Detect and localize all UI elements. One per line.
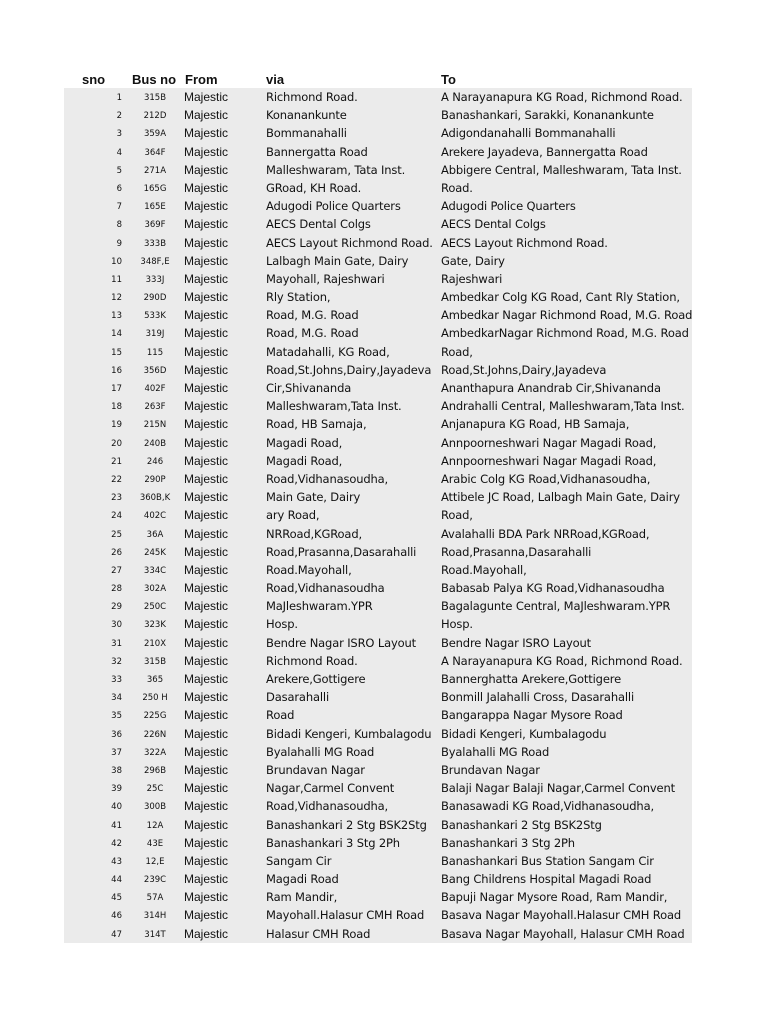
cell-via: Nagar,Carmel Convent [266, 781, 395, 796]
header-to: To [441, 72, 456, 87]
cell-from: Majestic [184, 399, 229, 414]
cell-to: A Narayanapura KG Road, Richmond Road. [441, 653, 683, 668]
cell-sno: 45 [111, 893, 122, 904]
cell-via: Lalbagh Main Gate, Dairy [266, 253, 409, 268]
cell-bus-no: 333J [145, 274, 165, 285]
cell-bus-no: 250C [143, 602, 167, 613]
cell-from: Majestic [184, 290, 229, 305]
cell-sno: 27 [111, 565, 122, 576]
cell-via: Halasur CMH Road [266, 926, 371, 941]
cell-to: Annpoorneshwari Nagar Magadi Road, [441, 435, 657, 450]
cell-bus-no: 290D [143, 293, 167, 304]
cell-to: Bidadi Kengeri, Kumbalagodu [441, 726, 607, 741]
table-row [64, 670, 692, 688]
table-row [64, 579, 692, 597]
cell-sno: 23 [111, 493, 122, 504]
cell-via: Dasarahalli [266, 690, 329, 705]
cell-bus-no: 215N [143, 420, 167, 431]
cell-bus-no: 165G [143, 183, 167, 194]
cell-from: Majestic [184, 853, 229, 868]
cell-bus-no: 57A [146, 893, 164, 904]
cell-from: Majestic [184, 508, 229, 523]
cell-via: Malleshwaram,Tata Inst. [266, 399, 402, 414]
cell-to: Banashankari Bus Station Sangam Cir [441, 853, 654, 868]
cell-from: Majestic [184, 690, 229, 705]
cell-to: Bapuji Nagar Mysore Road, Ram Mandir, [441, 890, 668, 905]
cell-from: Majestic [184, 635, 229, 650]
cell-from: Majestic [184, 217, 229, 232]
cell-via: Rly Station, [266, 290, 331, 305]
cell-via: Konanankunte [266, 108, 347, 123]
table-row [64, 688, 692, 706]
cell-to: Abbigere Central, Malleshwaram, Tata Inst. [441, 162, 682, 177]
cell-via: Bannergatta Road [266, 144, 368, 159]
cell-from: Majestic [184, 599, 229, 614]
cell-via: Road [266, 708, 295, 723]
cell-from: Majestic [184, 381, 229, 395]
table-row [64, 615, 692, 633]
cell-from: Majestic [184, 90, 229, 104]
cell-sno: 26 [111, 547, 122, 558]
cell-to: Bendre Nagar ISRO Layout [441, 635, 592, 650]
cell-bus-no: 314H [143, 911, 167, 922]
cell-sno: 15 [111, 347, 122, 358]
cell-via: Road,Prasanna,Dasarahalli [266, 544, 417, 559]
cell-to: Byalahalli MG Road [441, 744, 550, 759]
cell-bus-no: 240B [143, 438, 167, 449]
cell-sno: 40 [111, 802, 122, 813]
cell-sno: 39 [111, 784, 122, 795]
cell-via: Road,Vidhanasoudha [266, 581, 385, 596]
cell-from: Majestic [184, 162, 229, 177]
cell-via: Richmond Road. [266, 653, 358, 668]
cell-sno: 8 [116, 220, 122, 231]
table-row [64, 543, 692, 561]
cell-from: Majestic [184, 708, 229, 723]
table-row [64, 143, 692, 161]
cell-bus-no: 359A [143, 129, 167, 140]
cell-sno: 19 [111, 420, 122, 431]
cell-via: Main Gate, Dairy [266, 490, 361, 505]
cell-via: Magadi Road, [266, 453, 343, 468]
cell-bus-no: 533K [144, 311, 166, 322]
cell-via: Road,Vidhanasoudha, [266, 471, 389, 486]
cell-sno: 12 [111, 293, 122, 304]
cell-via: AECS Dental Colgs [266, 217, 371, 232]
cell-to: Bang Childrens Hospital Magadi Road [441, 872, 652, 887]
cell-from: Majestic [184, 799, 229, 814]
cell-from: Majestic [184, 271, 229, 286]
cell-from: Majestic [184, 817, 229, 832]
cell-bus-no: 333B [143, 238, 167, 249]
cell-to: Bagalagunte Central, MaJleshwaram.YPR [441, 599, 671, 614]
cell-bus-no: 364F [144, 147, 166, 158]
cell-bus-no: 210X [143, 638, 167, 649]
header-from: From [185, 72, 218, 87]
cell-bus-no: 239C [143, 875, 167, 886]
cell-sno: 25 [111, 529, 122, 540]
cell-bus-no: 212D [143, 111, 167, 122]
cell-sno: 16 [111, 365, 122, 376]
cell-from: Majestic [184, 672, 229, 686]
cell-sno: 38 [111, 765, 122, 776]
table-row [64, 452, 692, 470]
header-sno: sno [82, 72, 106, 87]
table-row [64, 597, 692, 615]
cell-bus-no: 12A [146, 820, 164, 831]
table-row [64, 324, 692, 342]
cell-bus-no: 225G [143, 711, 167, 722]
table-row [64, 470, 692, 488]
cell-via: Road.Mayohall, [266, 562, 352, 577]
table-row [64, 415, 692, 433]
cell-to: Banasawadi KG Road,Vidhanasoudha, [441, 799, 654, 814]
table-row [64, 270, 692, 288]
table-body [64, 88, 692, 943]
cell-bus-no: 360B,K [139, 493, 171, 504]
cell-to: Gate, Dairy [441, 253, 505, 268]
cell-sno: 9 [116, 238, 122, 249]
cell-to: A Narayanapura KG Road, Richmond Road. [441, 90, 683, 104]
cell-bus-no: 25C [146, 784, 164, 795]
cell-to: Rajeshwari [441, 271, 503, 286]
cell-to: AECS Dental Colgs [441, 217, 546, 232]
table-row [64, 725, 692, 743]
table-row [64, 779, 692, 797]
table-row [64, 252, 692, 270]
cell-via: Banashankari 3 Stg 2Ph [266, 835, 400, 850]
cell-via: Mayohall.Halasur CMH Road [266, 908, 425, 923]
cell-from: Majestic [184, 581, 229, 596]
cell-to: Balaji Nagar Balaji Nagar,Carmel Convent [441, 781, 675, 796]
header-via: via [266, 72, 285, 87]
cell-bus-no: 43E [146, 838, 164, 849]
cell-to: Bangarappa Nagar Mysore Road [441, 708, 623, 723]
cell-sno: 18 [111, 402, 122, 413]
table-row [64, 434, 692, 452]
cell-bus-no: 271A [143, 165, 167, 176]
cell-from: Majestic [184, 617, 229, 632]
cell-from: Majestic [184, 890, 229, 905]
table-row [64, 234, 692, 252]
cell-bus-no: 319J [145, 329, 165, 340]
cell-bus-no: 334C [143, 565, 167, 576]
cell-to: Arekere Jayadeva, Bannergatta Road [441, 144, 648, 159]
cell-to: Adigondanahalli Bommanahalli [441, 126, 616, 141]
cell-from: Majestic [184, 308, 229, 323]
cell-sno: 35 [111, 711, 122, 722]
cell-bus-no: 115 [146, 347, 164, 358]
cell-to: AECS Layout Richmond Road. [441, 235, 608, 250]
table-row [64, 525, 692, 543]
table-row [64, 306, 692, 324]
cell-sno: 28 [111, 584, 122, 595]
cell-from: Majestic [184, 744, 229, 759]
cell-sno: 32 [111, 656, 122, 667]
table-row [64, 652, 692, 670]
cell-sno: 34 [111, 693, 122, 704]
cell-bus-no: 356D [143, 365, 167, 376]
cell-via: Arekere,Gottigere [266, 672, 366, 686]
cell-via: Malleshwaram, Tata Inst. [266, 162, 406, 177]
table-row [64, 743, 692, 761]
cell-to: Banashankari 3 Stg 2Ph [441, 835, 575, 850]
cell-from: Majestic [184, 453, 229, 468]
cell-bus-no: 226N [143, 729, 167, 740]
table-row [64, 506, 692, 524]
cell-from: Majestic [184, 653, 229, 668]
cell-bus-no: 263F [144, 402, 166, 413]
table-row [64, 215, 692, 233]
cell-sno: 13 [111, 311, 122, 322]
table-row [64, 106, 692, 124]
cell-to: Banashankari 2 Stg BSK2Stg [441, 817, 602, 832]
cell-via: NRRoad,KGRoad, [266, 526, 362, 541]
cell-to: Andrahalli Central, Malleshwaram,Tata Inst. [441, 399, 685, 414]
cell-to: Anjanapura KG Road, HB Samaja, [441, 417, 630, 432]
cell-via: Bommanahalli [266, 126, 347, 141]
table-row [64, 816, 692, 834]
cell-from: Majestic [184, 872, 229, 887]
cell-sno: 37 [111, 747, 122, 758]
cell-via: Road, M.G. Road [266, 308, 359, 323]
table-row [64, 124, 692, 142]
table-row [64, 397, 692, 415]
header-bus-no: Bus no [132, 72, 177, 87]
cell-to: Road, [441, 344, 473, 359]
cell-from: Majestic [184, 326, 229, 341]
cell-from: Majestic [184, 762, 229, 777]
cell-via: AECS Layout Richmond Road. [266, 235, 433, 250]
table-header [64, 70, 692, 88]
cell-bus-no: 402C [143, 511, 167, 522]
cell-sno: 21 [111, 456, 122, 467]
cell-via: Banashankari 2 Stg BSK2Stg [266, 817, 427, 832]
cell-via: Matadahalli, KG Road, [266, 344, 390, 359]
cell-via: Hosp. [266, 617, 298, 632]
cell-from: Majestic [184, 781, 229, 796]
cell-via: Magadi Road, [266, 435, 343, 450]
table-row [64, 834, 692, 852]
table-row [64, 361, 692, 379]
table-row [64, 761, 692, 779]
cell-bus-no: 315B [143, 93, 167, 103]
cell-to: Bonmill Jalahalli Cross, Dasarahalli [441, 690, 634, 705]
cell-sno: 24 [111, 511, 122, 522]
cell-bus-no: 245K [144, 547, 166, 558]
cell-bus-no: 369F [144, 220, 166, 231]
cell-to: Basava Nagar Mayohall.Halasur CMH Road [441, 908, 682, 923]
cell-from: Majestic [184, 526, 229, 541]
bus-route-table [64, 70, 692, 943]
table-row [64, 161, 692, 179]
table-row [64, 88, 692, 106]
cell-via: Richmond Road. [266, 90, 358, 104]
cell-via: Brundavan Nagar [266, 762, 365, 777]
cell-to: Road,St.Johns,Dairy,Jayadeva [441, 362, 607, 377]
table-row [64, 852, 692, 870]
cell-sno: 7 [116, 202, 122, 213]
cell-from: Majestic [184, 926, 229, 941]
cell-bus-no: 402F [144, 384, 166, 394]
cell-to: Basava Nagar Mayohall, Halasur CMH Road [441, 926, 685, 941]
cell-from: Majestic [184, 490, 229, 505]
table-row [64, 343, 692, 361]
cell-via: Cir,Shivananda [266, 381, 352, 395]
cell-from: Majestic [184, 471, 229, 486]
cell-bus-no: 348F,E [140, 256, 170, 267]
cell-via: Sangam Cir [266, 853, 332, 868]
cell-bus-no: 165E [144, 202, 166, 213]
cell-sno: 42 [111, 838, 122, 849]
cell-via: Road, M.G. Road [266, 326, 359, 341]
table-row [64, 797, 692, 815]
cell-sno: 14 [111, 329, 122, 340]
cell-via: Byalahalli MG Road [266, 744, 375, 759]
cell-bus-no: 290P [144, 474, 166, 485]
cell-to: Adugodi Police Quarters [441, 199, 576, 214]
cell-from: Majestic [184, 126, 229, 141]
cell-sno: 33 [111, 675, 122, 685]
table-row [64, 925, 692, 943]
table-row [64, 870, 692, 888]
cell-sno: 5 [116, 165, 122, 176]
cell-bus-no: 246 [146, 456, 164, 467]
cell-from: Majestic [184, 908, 229, 923]
cell-sno: 36 [111, 729, 122, 740]
cell-via: Adugodi Police Quarters [266, 199, 401, 214]
cell-via: ary Road, [266, 508, 320, 523]
cell-from: Majestic [184, 417, 229, 432]
cell-from: Majestic [184, 562, 229, 577]
cell-to: Road, [441, 508, 473, 523]
cell-from: Majestic [184, 180, 229, 195]
cell-to: Bannerghatta Arekere,Gottigere [441, 672, 622, 686]
cell-sno: 44 [111, 875, 122, 886]
cell-to: Ananthapura Anandrab Cir,Shivananda [441, 381, 661, 395]
cell-bus-no: 322A [143, 747, 167, 758]
cell-sno: 10 [111, 256, 122, 267]
cell-to: Babasab Palya KG Road,Vidhanasoudha [441, 581, 665, 596]
cell-via: Bidadi Kengeri, Kumbalagodu [266, 726, 432, 741]
cell-sno: 30 [111, 620, 122, 631]
table-row [64, 561, 692, 579]
cell-to: Road,Prasanna,Dasarahalli [441, 544, 592, 559]
table-row [64, 488, 692, 506]
cell-sno: 22 [111, 474, 122, 485]
cell-via: Road,St.Johns,Dairy,Jayadeva [266, 362, 432, 377]
cell-to: Hosp. [441, 617, 473, 632]
cell-from: Majestic [184, 144, 229, 159]
cell-from: Majestic [184, 235, 229, 250]
cell-sno: 4 [116, 147, 122, 158]
cell-bus-no: 12,E [145, 856, 165, 867]
cell-to: Attibele JC Road, Lalbagh Main Gate, Dairy [441, 490, 680, 505]
cell-sno: 47 [111, 929, 122, 940]
cell-sno: 29 [111, 602, 122, 613]
cell-to: Arabic Colg KG Road,Vidhanasoudha, [441, 471, 651, 486]
cell-via: MaJleshwaram.YPR [266, 599, 373, 614]
cell-sno: 1 [116, 93, 122, 103]
table-row [64, 888, 692, 906]
cell-to: Banashankari, Sarakki, Konanankunte [441, 108, 654, 123]
table-row [64, 706, 692, 724]
cell-from: Majestic [184, 362, 229, 377]
cell-via: Mayohall, Rajeshwari [266, 271, 385, 286]
cell-sno: 31 [111, 638, 122, 649]
cell-bus-no: 300B [143, 802, 167, 813]
cell-bus-no: 323K [144, 620, 166, 631]
cell-to: Annpoorneshwari Nagar Magadi Road, [441, 453, 657, 468]
cell-via: Road,Vidhanasoudha, [266, 799, 389, 814]
cell-bus-no: 296B [143, 765, 167, 776]
cell-via: Bendre Nagar ISRO Layout [266, 635, 417, 650]
cell-sno: 43 [111, 856, 122, 867]
cell-bus-no: 36A [146, 529, 164, 540]
cell-via: Magadi Road [266, 872, 339, 887]
table-row [64, 906, 692, 924]
cell-to: Road.Mayohall, [441, 562, 527, 577]
table-row [64, 179, 692, 197]
cell-from: Majestic [184, 344, 229, 359]
cell-bus-no: 315B [143, 656, 167, 667]
cell-bus-no: 365 [146, 675, 164, 685]
cell-bus-no: 314T [144, 929, 166, 940]
table-row [64, 288, 692, 306]
cell-sno: 11 [111, 274, 122, 285]
cell-sno: 17 [111, 384, 122, 394]
cell-from: Majestic [184, 253, 229, 268]
cell-sno: 46 [111, 911, 122, 922]
cell-to: Avalahalli BDA Park NRRoad,KGRoad, [441, 526, 650, 541]
cell-bus-no: 250 H [142, 693, 168, 704]
cell-sno: 20 [111, 438, 122, 449]
table-row [64, 379, 692, 397]
cell-bus-no: 302A [143, 584, 167, 595]
cell-to: AmbedkarNagar Richmond Road, M.G. Road [441, 326, 689, 341]
cell-from: Majestic [184, 726, 229, 741]
cell-to: Brundavan Nagar [441, 762, 540, 777]
cell-from: Majestic [184, 199, 229, 214]
cell-from: Majestic [184, 544, 229, 559]
cell-to: Ambedkar Colg KG Road, Cant Rly Station, [441, 290, 680, 305]
cell-sno: 3 [116, 129, 122, 140]
cell-from: Majestic [184, 835, 229, 850]
cell-from: Majestic [184, 435, 229, 450]
cell-to: Road. [441, 180, 473, 195]
cell-via: GRoad, KH Road. [266, 180, 362, 195]
cell-via: Road, HB Samaja, [266, 417, 367, 432]
table-row [64, 197, 692, 215]
cell-sno: 2 [116, 111, 122, 122]
cell-to: Ambedkar Nagar Richmond Road, M.G. Road [441, 308, 693, 323]
cell-from: Majestic [184, 108, 229, 123]
cell-sno: 6 [116, 183, 122, 194]
table-row [64, 634, 692, 652]
cell-sno: 41 [111, 820, 122, 831]
cell-via: Ram Mandir, [266, 890, 338, 905]
